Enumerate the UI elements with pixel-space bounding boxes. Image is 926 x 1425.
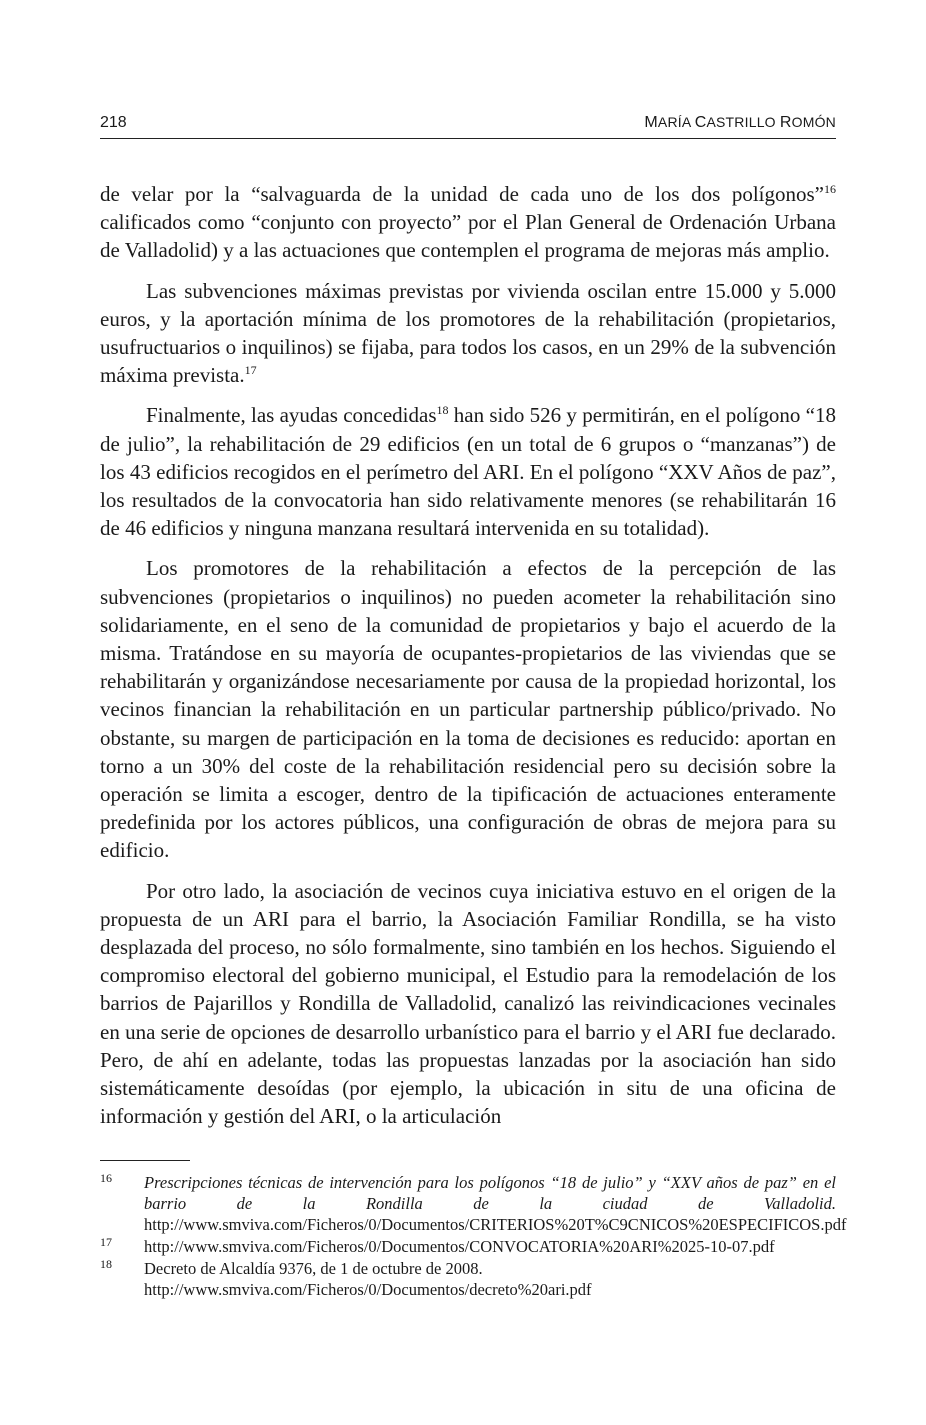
footnote-18 [100, 1258, 836, 1300]
author-part-2: ASTRILLO [706, 114, 780, 130]
footnote-link[interactable]: http://www.smviva.com/Ficheros/0/Documentos/CRITERIOS%20T%C9CNICOS%20ESPECIFICOS.pdf [144, 1215, 847, 1234]
paragraph-4: Los promotores de la rehabilitación a efectos de la percepción de las subvenciones (propietarios o inquilinos) no pueden acometer la rehabilitación sino solidariamente, en el seno de la comunidad de propietarios y bajo el acuerdo de la misma. Tratándose en su mayoría de ocupantes-propietarios de las viviendas que se rehabilitarán y organizándose necesariamente por causa de la propiedad horizontal, los vecinos financian la rehabilitación en un particular partnership público/privado. No obstante, su margen de participación en la toma de decisiones es reducido: aportan en torno a un 30% del coste de la rehabilitación residencial pero su decisión sobre la operación se limita a escoger, dentro de la tipificación de actuaciones enteramente predefinida por los actores públicos, una configuración de obras de mejora para su edificio. [100, 556, 836, 863]
paragraph-text: de velar por la “salvaguarda de la unidad de cada uno de los dos polígonos” [100, 182, 824, 206]
footnote-ref-17: 17 [244, 363, 257, 378]
running-header [100, 112, 836, 138]
page-number: 218 [100, 114, 127, 131]
paragraph-text: Finalmente, las ayudas concedidas [146, 403, 437, 428]
author-initial-1: M [644, 114, 658, 131]
footnote-number: 17 [100, 1235, 112, 1249]
footnote-ref-16: 16 [824, 182, 836, 196]
author-part-1: ARÍA [657, 114, 695, 130]
paragraph-text: Las subvenciones máximas previstas por vivienda oscilan entre 15.000 y 5.000 euros, y la aportación mínima de los promotores de la rehabilitación (propietarios, usufructuarios o inquilinos) se fijaba, para todos los casos, en un 29% de la subvención máxima prevista. [100, 278, 836, 388]
running-author [644, 114, 836, 132]
footnote-title: Prescripciones técnicas de intervención para los polígonos “18 de julio” y “XXV años de paz” en el barrio de la Rondilla de la ciudad de Valladolid. [144, 1173, 836, 1213]
footnote-text: Decreto de Alcaldía 9376, de 1 de octubre de 2008. [144, 1259, 483, 1278]
author-part-3: OMÓN [791, 114, 836, 130]
footnotes [100, 1171, 847, 1301]
footnote-number: 18 [100, 1257, 112, 1271]
paragraph-text: calificados como “conjunto con proyecto” por el Plan General de Ordenación Urbana de Valladolid) y a las actuaciones que contemplen el programa de mejoras más amplio. [100, 210, 836, 263]
author-initial-2: C [694, 114, 707, 131]
footnote-16 [100, 1171, 847, 1235]
footnote-17 [100, 1236, 836, 1257]
header-rule [100, 138, 836, 139]
body-text [100, 180, 836, 1143]
paragraph-2 [100, 277, 836, 390]
footnote-number: 16 [100, 1171, 112, 1185]
paragraph-5: Por otro lado, la asociación de vecinos cuya iniciativa estuvo en el origen de la propuesta de un ARI para el barrio, la Asociación Familiar Rondilla, se ha visto desplazada del proceso, no sólo formalmente, sino también en los hechos. Siguiendo el compromiso electoral del gobierno municipal, el Estudio para la remodelación de los barrios de Pajarillos y Rondilla de Valladolid, canalizó las reivindicaciones vecinales en una serie de opciones de desarrollo urbanístico para el barrio y el ARI fue declarado. Pero, de ahí en adelante, todas las propuestas lanzadas por la asociación han sido sistemáticamente desoídas (por ejemplo, la ubicación in situ de una oficina de información y gestión del ARI, o la articulación [100, 878, 836, 1129]
footnote-rule [100, 1160, 190, 1161]
footnote-ref-18: 18 [436, 403, 449, 418]
paragraph-text: han sido 526 y permitirán, en el polígono “18 de julio”, la rehabilitación de 29 edificios (en un total de 6 grupos o “manzanas”) de los 43 edificios recogidos en el perímetro del ARI. En el polígono “XXV Años de paz”, los resultados de la convocatoria han sido relativamente menores (se rehabilitarán 16 de 46 edificios y ninguna manzana resultará intervenida en su totalidad). [100, 403, 836, 541]
footnote-link[interactable]: http://www.smviva.com/Ficheros/0/Documentos/decreto%20ari.pdf [144, 1280, 592, 1299]
paragraph-3 [100, 401, 836, 542]
author-initial-3: R [779, 114, 792, 131]
paragraph-1 [100, 180, 836, 265]
footnote-link[interactable]: http://www.smviva.com/Ficheros/0/Documentos/CONVOCATORIA%20ARI%2025-10-07.pdf [144, 1237, 775, 1256]
